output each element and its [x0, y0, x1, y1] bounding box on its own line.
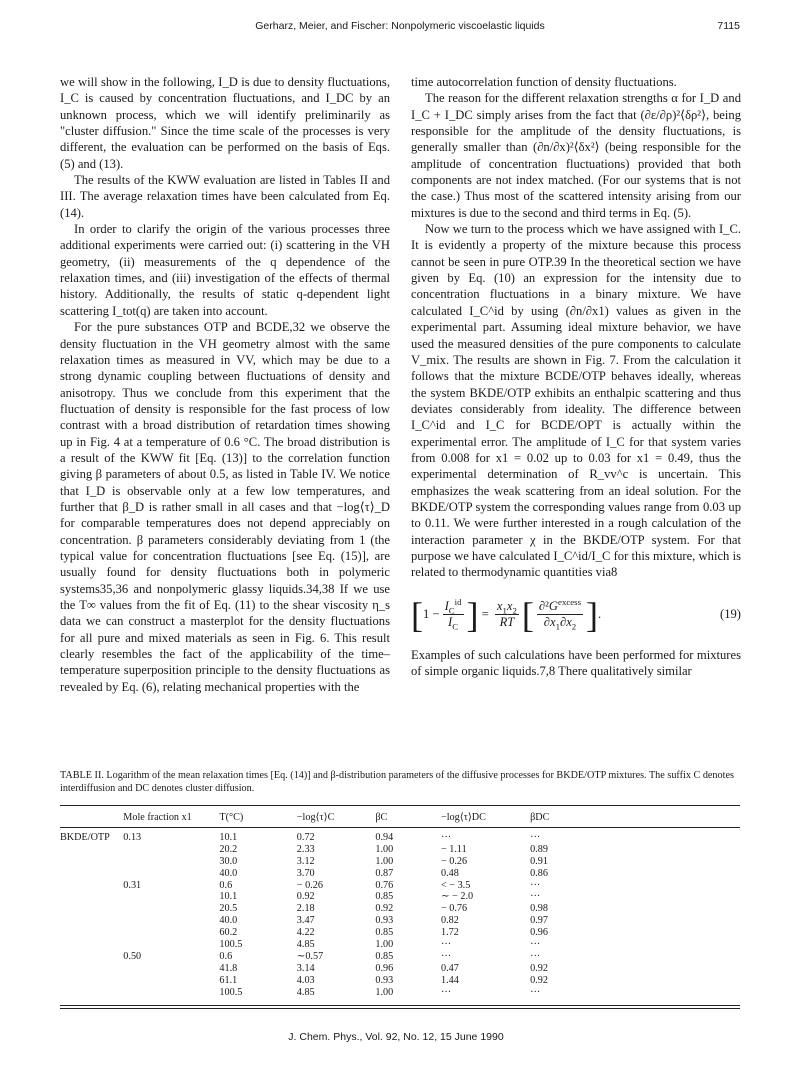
data-table: [60, 806, 740, 999]
column-header: T(°C): [219, 812, 244, 823]
table-cell: [123, 927, 219, 939]
right-column: [411, 74, 741, 679]
table-row: [60, 975, 740, 987]
table-cell: 0.92: [375, 903, 394, 915]
table-cell: 0.6: [219, 879, 233, 891]
column-header: −log⟨τ⟩C: [296, 812, 335, 823]
table-cell: 1.72: [440, 927, 459, 939]
table-row: [60, 903, 740, 915]
table-cell: − 0.76: [440, 903, 468, 915]
table-cell: [60, 868, 123, 880]
table-cell: ···: [530, 950, 541, 962]
table-row: [60, 927, 740, 939]
column-header: [60, 806, 123, 827]
table-cell: 0.76: [375, 879, 394, 891]
table-ii: [60, 769, 740, 1009]
paragraph: The reason for the different relaxation strengths α for I_D and I_C + I_DC simply arises from the fact that (∂ε/∂ρ)²⟨δρ²⟩, being responsible for the amplitude of the density fluctuations, is generally smaller than (∂n/∂x)²⟨δx²⟩ (being responsible for the amplitude of concentration fluctuations) provided that both components are not index matched. (For our systems that is not the case.) Thus most of the scattered intensity arising from our mixtures is due to the second and third terms in Eq. (5).: [411, 91, 741, 220]
table-cell: 0.92: [530, 974, 548, 986]
table-row: [60, 915, 740, 927]
running-title: Gerharz, Meier, and Fischer: Nonpolymeric viscoelastic liquids: [255, 20, 545, 32]
table-cell: [60, 891, 123, 903]
table-cell: 0.85: [375, 950, 394, 962]
table-cell: 0.31: [123, 879, 142, 891]
table-cell: 20.5: [219, 903, 238, 915]
table-cell: ···: [530, 831, 541, 843]
table-cell: − 1.11: [440, 843, 467, 855]
table-cell: 1.00: [375, 855, 394, 867]
table-cell: [123, 856, 219, 868]
table-cell: ∼ − 2.0: [440, 891, 474, 903]
table-cell: 4.22: [296, 927, 315, 939]
table-cell: 0.6: [219, 950, 233, 962]
table-cell: 2.18: [296, 903, 315, 915]
table-cell: [60, 963, 123, 975]
table-cell: 10.1: [219, 891, 238, 903]
table-cell: 0.13: [123, 831, 142, 843]
table-row: [60, 856, 740, 868]
table-cell: 0.86: [530, 867, 548, 879]
table-cell: [60, 939, 123, 951]
table-cell: 1.00: [375, 986, 394, 998]
paragraph: For the pure substances OTP and BCDE,32 we observe the density fluctuation in the VH geometry almost with the same relaxation times as measured in VV, which may be due to a strong dynamic coupling between fluctuations of density and anisotropy. Thus we conclude from this experiment that the fluctuation of density is responsible for the fast process of low contrast with a broad distribution of retardation times showing up in Fig. 4 at a temperature of 0.6 °C. The broad distribution is a result of the KWW fit [Eq. (13)] to the correlation function giving β parameters of about 0.5, as listed in Table IV. We notice that I_D is observable only at a few low temperatures, and further that β_D is rather small in all cases and that −log⟨τ⟩_D for comparable temperatures does not depend appreciably on concentration. β parameters considerably deviating from 1 (the typical value for concentration fluctuations [see Eq. (15)], are usually found for density fluctuations both in polymeric systems35,36 and nonpolymeric glassy liquids.34,38 If we use the T∞ values from the fit of Eq. (11) to the shear viscosity η_s data we can construct a masterplot for the density fluctuations for all pure and mixed materials as seen in Fig. 6. This result clearly resembles the fact of the applicability of the time–temperature superposition principle to the density fluctuations as revealed by Eq. (6), relating mechanical properties with the: [60, 320, 390, 694]
table-cell: [123, 903, 219, 915]
table-cell: 0.97: [530, 915, 548, 927]
paragraph: In order to clarify the origin of the various processes three additional experiments were carried out: (i) scattering in the VH geometry, (ii) measurements of the q dependence of the relaxation times, and (iii) investigation of the effects of thermal history. Additionally, the results of static q-dependent light scattering I_tot(q) are taken into account.: [60, 222, 390, 318]
table-row: [60, 987, 740, 999]
table-cell: [123, 891, 219, 903]
table-cell: 10.1: [219, 831, 238, 843]
table-cell: 0.50: [123, 950, 142, 962]
table-cell: ···: [530, 986, 541, 998]
table-cell: 1.44: [440, 974, 459, 986]
equation-number: (19): [720, 607, 741, 622]
table-cell: 0.85: [375, 891, 394, 903]
table-cell: BKDE/OTP: [60, 831, 110, 843]
table-cell: 3.70: [296, 867, 315, 879]
column-header: −log⟨τ⟩DC: [440, 812, 486, 823]
page-number: 7115: [717, 20, 740, 32]
table-cell: 0.98: [530, 903, 548, 915]
table-cell: [60, 927, 123, 939]
column-header: Mole fraction x1: [123, 812, 192, 823]
table-cell: 0.89: [530, 843, 548, 855]
table-cell: [123, 963, 219, 975]
table-row: [60, 844, 740, 856]
table-cell: 0.94: [375, 831, 394, 843]
table-cell: [123, 868, 219, 880]
table-cell: 0.96: [375, 962, 394, 974]
table-cell: 0.93: [375, 974, 394, 986]
table-cell: 61.1: [219, 974, 238, 986]
table-cell: − 0.26: [296, 879, 323, 891]
table-cell: 30.0: [219, 855, 238, 867]
table-cell: ···: [440, 831, 452, 843]
equation-19: [ 1 − $\frac{I_C^{id}}{I_C}$ ] = $\frac{x_1x_2}{RT}$ [ $\frac{\partial^2G^{excess}}{\partial x_1\partial x_2}$ ] . (19): [411, 594, 741, 635]
left-column: [60, 74, 390, 695]
table-cell: 4.85: [296, 986, 315, 998]
table-cell: 20.2: [219, 843, 238, 855]
table-row: [60, 828, 740, 844]
table-cell: ···: [530, 939, 541, 951]
table-cell: [123, 915, 219, 927]
table-row: [60, 880, 740, 892]
table-cell: − 0.26: [440, 855, 468, 867]
table-cell: [123, 939, 219, 951]
journal-footer: J. Chem. Phys., Vol. 92, No. 12, 15 June 1990: [288, 1031, 504, 1043]
table-row: [60, 963, 740, 975]
table-cell: 1.00: [375, 843, 394, 855]
table-row: [60, 951, 740, 963]
table-cell: 0.92: [296, 891, 315, 903]
table-cell: 40.0: [219, 867, 238, 879]
table-row: [60, 939, 740, 951]
table-cell: 41.8: [219, 962, 238, 974]
table-row: [60, 891, 740, 903]
paragraph: Examples of such calculations have been performed for mixtures of simple organic liquids.7,8 There qualitatively similar: [411, 647, 741, 678]
table-cell: [60, 951, 123, 963]
table-header-row: [60, 806, 740, 827]
table-cell: [60, 975, 123, 987]
table-caption: TABLE II. Logarithm of the mean relaxation times [Eq. (14)] and β-distribution parameters of the diffusive processes for BKDE/OTP mixtures. The suffix C denotes interdiffusion and DC denotes cluster diffusion.: [60, 770, 734, 794]
table-cell: 1.00: [375, 939, 394, 951]
table-cell: ∼0.57: [296, 950, 324, 962]
table-cell: 0.72: [296, 831, 315, 843]
table-cell: < − 3.5: [440, 879, 471, 891]
table-cell: ···: [440, 986, 452, 998]
table-cell: 2.33: [296, 843, 315, 855]
table-cell: [60, 903, 123, 915]
table-cell: 3.12: [296, 855, 315, 867]
table-cell: [60, 844, 123, 856]
running-header: [60, 20, 740, 36]
table-cell: 0.91: [530, 855, 548, 867]
table-cell: 3.47: [296, 915, 315, 927]
table-cell: 4.85: [296, 939, 315, 951]
table-cell: 0.96: [530, 927, 548, 939]
table-cell: 60.2: [219, 927, 238, 939]
paragraph: Now we turn to the process which we have assigned with I_C. It is evidently a property of the mixture because this process cannot be seen in pure OTP.39 In the theoretical section we have given by Eq. (10) an expression for the intensity due to concentration fluctuations in a binary mixture. We have calculated I_C^id by using (∂n/∂x1) values as given in the experimental part. Assuming ideal mixture behavior, we have used the measured densities of the pure components to calculate V_mix. The results are shown in Fig. 7. From the calculation it follows that the mixture BCDE/OTP behaves ideally, whereas the system BKDE/OTP exhibits an enthalpic scattering and thus deviates considerably from ideality. The difference between I_C^id and I_C for BCDE/OPT is actually within the experimental error. The amplitude of I_C for that system varies from 0.008 for x1 = 0.02 up to 0.03 for x1 = 0.49, thus the experimental determination of R_vv^c is uncertain. This emphasizes the weak scattering from an ideal solution. For the BKDE/OTP system the corresponding values range from 0.03 up to 0.11. We were further interested in a rough calculation of the interaction parameter χ in the BKDE/OTP system. For that purpose we have calculated I_C^id/I_C for this mixture, which is related to thermodynamic quantities via8: [411, 222, 741, 580]
table-cell: 0.87: [375, 867, 394, 879]
table-cell: 40.0: [219, 915, 238, 927]
table-cell: [123, 987, 219, 999]
table-cell: 4.03: [296, 974, 315, 986]
table-cell: 0.93: [375, 915, 394, 927]
table-cell: 3.14: [296, 962, 315, 974]
paragraph: time autocorrelation function of density fluctuations.: [411, 75, 677, 89]
table-cell: 0.48: [440, 867, 459, 879]
column-header: βDC: [530, 812, 550, 823]
table-cell: ···: [440, 950, 452, 962]
table-cell: [123, 975, 219, 987]
table-cell: ···: [530, 879, 541, 891]
table-cell: ···: [440, 939, 452, 951]
table-cell: 100.5: [219, 939, 243, 951]
table-cell: 100.5: [219, 986, 243, 998]
table-row: [60, 868, 740, 880]
table-cell: 0.92: [530, 962, 548, 974]
table-cell: ···: [530, 891, 541, 903]
table-cell: [123, 844, 219, 856]
table-cell: 0.85: [375, 927, 394, 939]
column-header: βC: [375, 812, 388, 823]
paragraph: The results of the KWW evaluation are listed in Tables II and III. The average relaxation times have been calculated from Eq. (14).: [60, 173, 390, 220]
table-cell: [60, 856, 123, 868]
table-cell: 0.82: [440, 915, 459, 927]
table-cell: [60, 987, 123, 999]
paragraph: we will show in the following, I_D is due to density fluctuations, I_C is caused by concentration fluctuations, and I_DC by an unknown process, which we will identify preliminarily as "cluster diffusion." Since the time scale of the processes is very different, the evaluation can be performed on the basis of Eqs. (5) and (13).: [60, 75, 390, 171]
table-cell: 0.47: [440, 962, 459, 974]
table-cell: [60, 915, 123, 927]
table-cell: [60, 880, 123, 892]
